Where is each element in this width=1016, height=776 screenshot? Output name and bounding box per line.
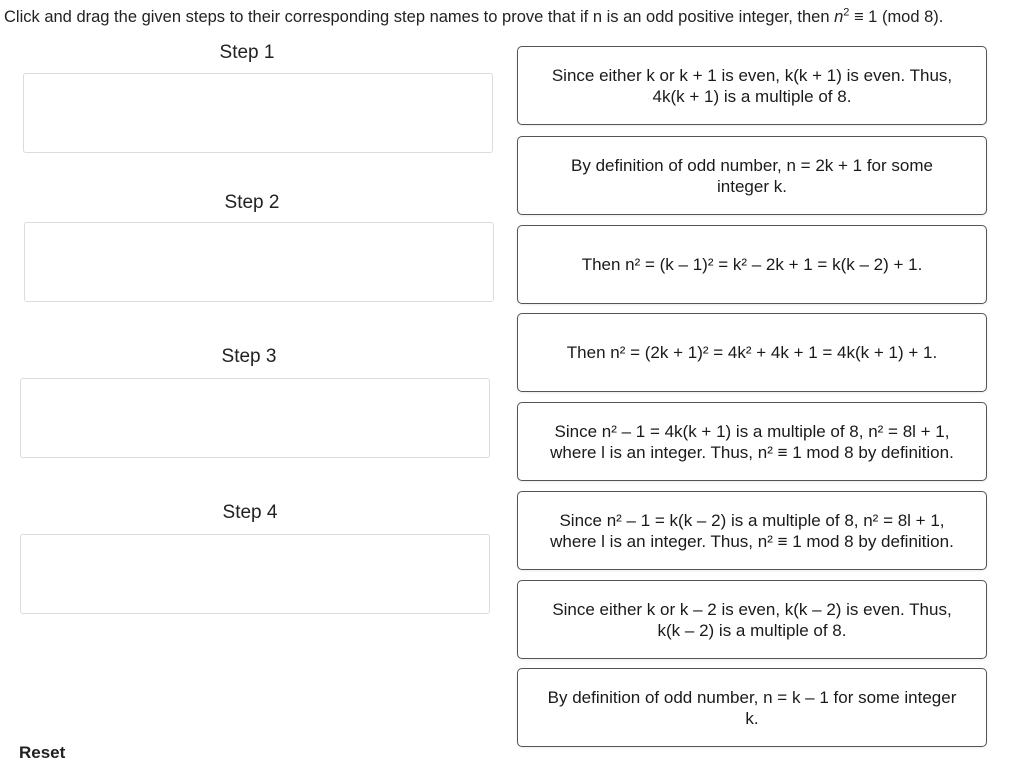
instruction-suffix: ≡ 1 (mod 8). xyxy=(849,8,944,26)
card-text: Since n² – 1 = 4k(k + 1) is a multiple of 8, n² = 8l + 1, where l is an integer. Thus, n² ≡ 1 mod 8 by definition. xyxy=(550,421,954,462)
step-3-label: Step 3 xyxy=(221,346,277,367)
draggable-step-card[interactable] xyxy=(517,580,987,659)
step-2-label: Step 2 xyxy=(224,192,280,213)
card-text: Since either k or k + 1 is even, k(k + 1) is even. Thus, 4k(k + 1) is a multiple of 8. xyxy=(551,65,953,106)
card-text: By definition of odd number, n = k – 1 for some integer k. xyxy=(547,687,957,728)
instruction-prefix: Click and drag the given steps to their corresponding step names to prove that if n is an odd positive integer, then xyxy=(4,8,835,26)
instruction-text xyxy=(4,6,1012,28)
draggable-step-card[interactable] xyxy=(517,225,987,304)
card-text: Then n² = (k – 1)² = k² – 2k + 1 = k(k – 2) + 1. xyxy=(581,255,923,274)
instruction-exponent: 2 xyxy=(843,6,850,19)
draggable-step-card[interactable] xyxy=(517,491,987,570)
instruction-variable: n xyxy=(834,8,844,26)
draggable-step-card[interactable] xyxy=(517,668,987,747)
card-text: Since n² – 1 = k(k – 2) is a multiple of 8, n² = 8l + 1, where l is an integer. Thus, n² ≡ 1 mod 8 by definition. xyxy=(550,510,954,551)
step-2-dropzone[interactable] xyxy=(24,222,494,302)
step-4-label: Step 4 xyxy=(222,502,278,523)
step-1-label: Step 1 xyxy=(219,42,275,63)
draggable-step-card[interactable] xyxy=(517,136,987,215)
draggable-step-card[interactable] xyxy=(517,46,987,125)
step-4-dropzone[interactable] xyxy=(20,534,490,614)
card-text: By definition of odd number, n = 2k + 1 for some integer k. xyxy=(571,155,933,196)
step-3-dropzone[interactable] xyxy=(20,378,490,458)
draggable-step-card[interactable] xyxy=(517,313,987,392)
card-text: Then n² = (2k + 1)² = 4k² + 4k + 1 = 4k(k + 1) + 1. xyxy=(566,343,938,362)
card-text: Since either k or k – 2 is even, k(k – 2) is even. Thus, k(k – 2) is a multiple of 8. xyxy=(552,599,952,640)
draggable-step-card[interactable] xyxy=(517,402,987,481)
step-1-dropzone[interactable] xyxy=(23,73,493,153)
reset-button[interactable]: Reset xyxy=(19,743,66,762)
